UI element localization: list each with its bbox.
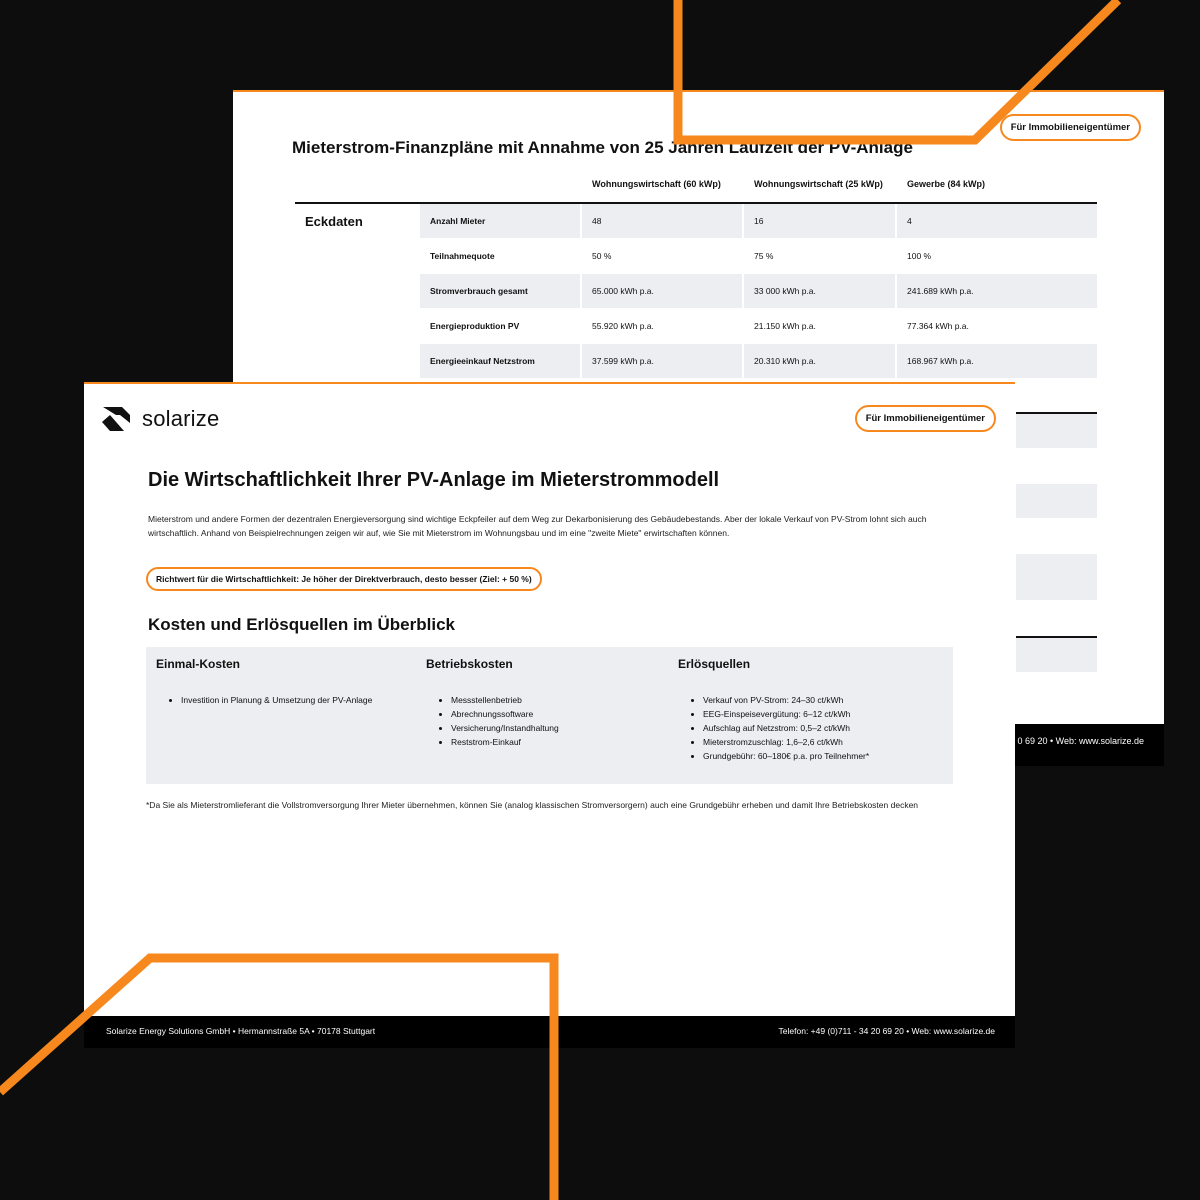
- back-table-edge: [1016, 92, 1097, 724]
- row-label: Teilnahmequote: [430, 251, 495, 261]
- table-row: [420, 239, 1097, 273]
- table-cell: 168.967 kWh p.a.: [897, 344, 1097, 378]
- table-cell: 77.364 kWh p.a.: [907, 321, 969, 331]
- page-title: Die Wirtschaftlichkeit Ihrer PV-Anlage im Mieterstrommodell: [148, 469, 720, 491]
- row-label: Stromverbrauch gesamt: [420, 274, 580, 308]
- column-title: Betriebskosten: [426, 657, 513, 671]
- bullet-list: [156, 693, 421, 707]
- shaded-row-strip: [1016, 484, 1097, 518]
- list-item: • Reststrom-Einkauf: [451, 735, 691, 749]
- row-label: Anzahl Mieter: [420, 204, 580, 238]
- table-row: [420, 204, 1097, 238]
- table-cell: 16: [744, 204, 895, 238]
- list-item: • Verkauf von PV-Strom: 24–30 ct/kWh: [703, 693, 943, 707]
- list-item: • Grundgebühr: 60–180€ p.a. pro Teilnehmer*: [703, 749, 943, 763]
- table-cell: 55.920 kWh p.a.: [592, 321, 654, 331]
- footer-contact: 0 69 20 • Web: www.solarize.de: [1017, 736, 1144, 746]
- column-title: Erlösquellen: [678, 657, 751, 671]
- audience-badge: Für Immobilieneigentümer: [855, 405, 996, 432]
- footnote: *Da Sie als Mieterstromlieferant die Vollstromversorgung Ihrer Mieter übernehmen, können Sie (analog klassischen Stromversorgern) auch eine Grundgebühr erheben und damit Ihre Betriebskosten decken: [146, 800, 919, 810]
- column-header: Wohnungswirtschaft (60 kWp): [592, 179, 721, 189]
- list-item: • Mieterstromzuschlag: 1,6–2,6 ct/kWh: [703, 735, 943, 749]
- table-cell: 241.689 kWh p.a.: [897, 274, 1097, 308]
- shaded-row-strip: [1016, 638, 1097, 672]
- brand-name: solarize: [142, 406, 220, 431]
- column-header: Gewerbe (84 kWp): [907, 179, 986, 189]
- list-item: • EEG-Einspeisevergütung: 6–12 ct/kWh: [703, 707, 943, 721]
- table-cell: 100 %: [907, 251, 932, 261]
- column-title: Einmal-Kosten: [156, 657, 241, 671]
- list-item: • Aufschlag auf Netzstrom: 0,5–2 ct/kWh: [703, 721, 943, 735]
- table-cell: 4: [897, 204, 1097, 238]
- list-item: • Investition in Planung & Umsetzung der PV-Anlage: [181, 693, 421, 707]
- table-cell: 48: [582, 204, 742, 238]
- solarize-logo: [100, 405, 219, 433]
- section-label: Eckdaten: [305, 214, 363, 229]
- table-cell: 21.150 kWh p.a.: [754, 321, 816, 331]
- list-item: • Messstellenbetrieb: [451, 693, 691, 707]
- bullet-list: [426, 693, 691, 749]
- column-header: Wohnungswirtschaft (25 kWp): [754, 179, 883, 189]
- table-cell: 75 %: [754, 251, 774, 261]
- table-cell: 20.310 kWh p.a.: [744, 344, 895, 378]
- front-document-page: [84, 382, 1015, 1036]
- table-row: [420, 344, 1097, 378]
- table-cell: 65.000 kWh p.a.: [582, 274, 742, 308]
- table-cell: 50 %: [592, 251, 612, 261]
- table-cell: 37.599 kWh p.a.: [582, 344, 742, 378]
- front-page-footer: [84, 1016, 1015, 1048]
- table-cell: 33 000 kWh p.a.: [744, 274, 895, 308]
- intro-paragraph: Mieterstrom und andere Formen der dezentralen Energieversorgung sind wichtige Eckpfeiler auf dem Weg zur Dekarbonisierung des Gebäudebestands. Aber der lokale Verkauf von PV-Strom lohnt sich auch wirtschaftlich. Anhand von Beispielrechnungen zeigen wir auf, wie Sie mit Mieterstrom im Wohnungsbau und im eine "zweite Miete" erwirtschaften können.: [148, 514, 927, 538]
- table-row: [420, 309, 1097, 343]
- audience-badge: Für Immobilieneigentümer: [1000, 114, 1141, 141]
- section-heading: Kosten und Erlösquellen im Überblick: [148, 615, 455, 634]
- bullet-list: [678, 693, 943, 763]
- list-item: • Versicherung/Instandhaltung: [451, 721, 691, 735]
- back-page-title: Mieterstrom-Finanzpläne mit Annahme von 25 Jahren Laufzeit der PV-Anlage: [292, 138, 913, 157]
- table-row: [420, 274, 1097, 308]
- shaded-row-strip: [1016, 414, 1097, 448]
- row-label: Energieeinkauf Netzstrom: [420, 344, 580, 378]
- footer-address: Solarize Energy Solutions GmbH • Hermannstraße 5A • 70178 Stuttgart: [106, 1026, 376, 1036]
- row-label: Energieproduktion PV: [430, 321, 520, 331]
- overview-box: [146, 647, 953, 784]
- footer-contact: Telefon: +49 (0)711 - 34 20 69 20 • Web: www.solarize.de: [778, 1026, 995, 1036]
- solarize-logo-icon: [100, 405, 132, 433]
- shaded-row-strip: [1016, 554, 1097, 600]
- guideline-badge: Richtwert für die Wirtschaftlichkeit: Je höher der Direktverbrauch, desto besser (Ziel: + 50 %): [146, 567, 542, 591]
- list-item: • Abrechnungssoftware: [451, 707, 691, 721]
